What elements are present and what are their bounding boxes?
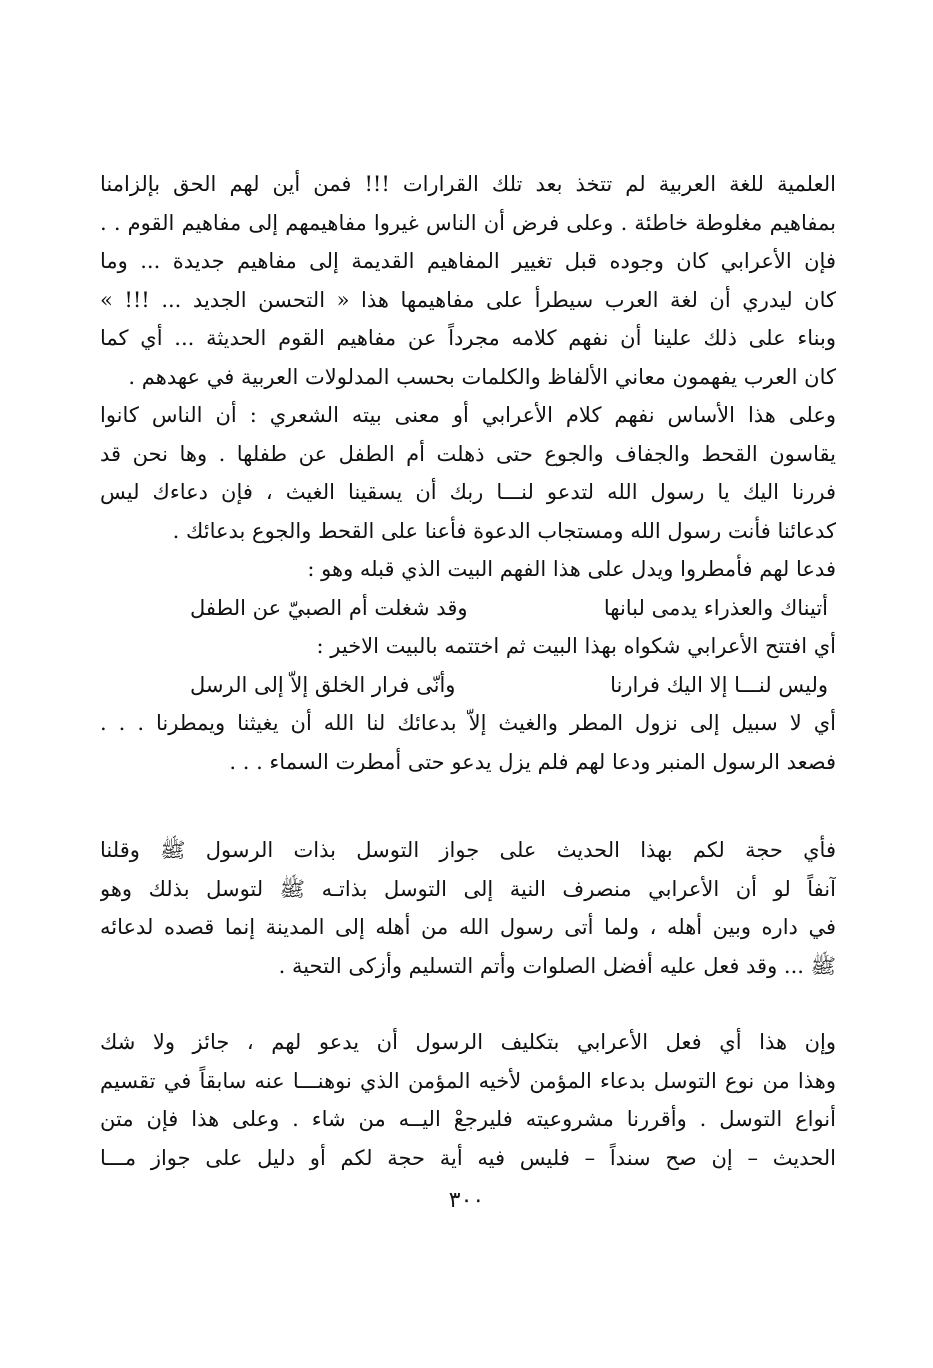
text-line: في داره وبين أهله ، ولما أتى رسول الله من أهله إلى المدينة إنما قصده لدعائه [100, 915, 836, 939]
verse-first-hemistich: أتيناك والعذراء يدمى لبانها [603, 595, 828, 620]
text-line: أنواع التوسل . وأقررنا مشروعيته فليرجعْ اليــه من شاء . وعلى هذا فإن متن [100, 1107, 836, 1131]
text-line: وهذا من نوع التوسل بدعاء المؤمن لأخيه المؤمن الذي نوهنـــا عنه سابقاً في تقسيم [100, 1068, 836, 1093]
text-line: أي لا سبيل إلى نزول المطر والغيث إلاّ بدعائك لنا الله أن يغيثنا ويمطرنا . . . [100, 711, 836, 735]
poem-verse [100, 666, 836, 705]
text-line: العلمية للغة العربية لم تتخذ بعد تلك القرارات !!! فمن أين لهم الحق بإلزامنا [100, 172, 836, 196]
poem-verse [100, 589, 836, 628]
text-line: يقاسون القحط والجفاف والجوع حتى ذهلت أم الطفل عن طفلها . وها نحن قد [100, 441, 836, 466]
text-line: آنفاً لو أن الأعرابي منصرف النية إلى التوسل بذاتـه ﷺ لتوسل بذلك وهو [100, 876, 836, 901]
text-line: وعلى هذا الأساس نفهم كلام الأعرابي أو معنى بيته الشعري : أن الناس كانوا [100, 403, 836, 427]
main-text-block [100, 165, 836, 781]
text-line: كان ليدري أن لغة العرب سيطرأ على مفاهيمها هذا « التحسن الجديد ... !!! » [100, 287, 836, 312]
text-line: فدعا لهم فأمطروا ويدل على هذا الفهم البيت الذي قبله وهو : [307, 557, 836, 581]
text-line: أي افتتح الأعرابي شكواه بهذا البيت ثم اختتمه بالبيت الاخير : [316, 634, 836, 658]
text-line: ﷺ ... وقد فعل عليه أفضل الصلوات وأتم التسليم وأزكى التحية . [278, 953, 836, 978]
verse-first-hemistich: وليس لنـــا إلا اليك فرارنا [610, 672, 828, 697]
text-line: فإن الأعرابي كان وجوده قبل تغيير المفاهيم القديمة إلى مفاهيم جديدة ... وما [100, 249, 836, 273]
verse-second-hemistich: وأنّى فرار الخلق إلاّ إلى الرسل [190, 672, 456, 697]
text-line: فررنا اليك يا رسول الله لتدعو لنـــا ربك أن يسقينا الغيث ، فإن دعاءك ليس [100, 480, 836, 504]
verse-second-hemistich: وقد شغلت أم الصبيّ عن الطفل [190, 595, 468, 620]
text-line: فصعد الرسول المنبر ودعا لهم فلم يزل يدعو حتى أمطرت السماء . . . [229, 749, 836, 774]
paragraph-block [100, 831, 836, 985]
text-line: كدعائنا فأنت رسول الله ومستجاب الدعوة فأعنا على القحط والجوع بدعائك . [172, 518, 836, 543]
text-line: بمفاهيم مغلوطة خاطئة . وعلى فرض أن الناس غيروا مفاهيمهم إلى مفاهيم القوم . . [100, 210, 836, 235]
text-line: كان العرب يفهمون معاني الألفاظ والكلمات بحسب المدلولات العربية في عهدهم . [128, 364, 836, 389]
text-line: فأي حجة لكم بهذا الحديث على جواز التوسل بذات الرسول ﷺ وقلنا [100, 838, 836, 862]
text-line: وبناء على ذلك علينا أن نفهم كلامه مجرداً عن مفاهيم القوم الحديثة ... أي كما [100, 326, 836, 350]
text-line: الحديث – إن صح سنداً – فليس فيه أية حجة لكم أو دليل على جواز مـــا [100, 1145, 836, 1170]
text-line: وإن هذا أي فعل الأعرابي بتكليف الرسول أن يدعو لهم ، جائز ولا شك [100, 1030, 836, 1054]
page-number: ٣٠٠ [448, 1188, 485, 1213]
paragraph-block [100, 1023, 836, 1177]
